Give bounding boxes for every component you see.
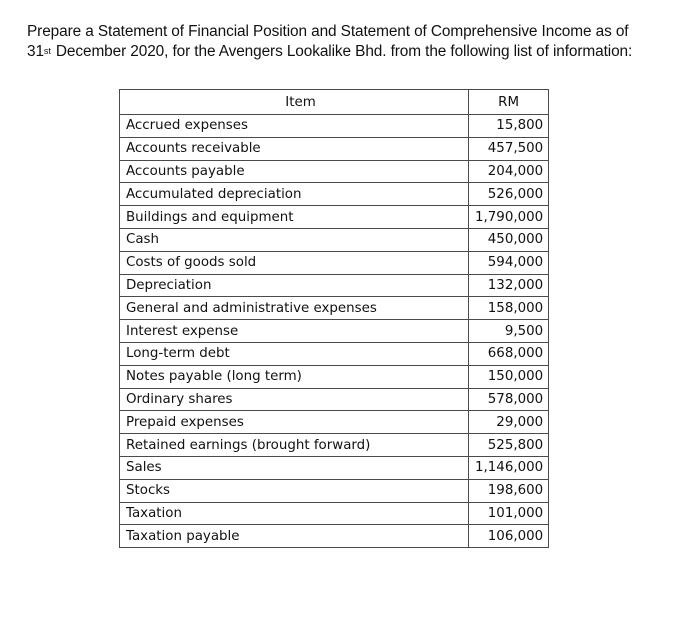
table-row — [120, 274, 549, 297]
table-row — [120, 456, 549, 479]
item-cell: Accounts receivable — [120, 137, 469, 160]
item-cell: Buildings and equipment — [120, 206, 469, 229]
table-row — [120, 297, 549, 320]
amount-cell: 578,000 — [469, 388, 549, 411]
table-row — [120, 160, 549, 183]
table-row — [120, 411, 549, 434]
table-row — [120, 228, 549, 251]
item-cell: Costs of goods sold — [120, 251, 469, 274]
amount-cell: 29,000 — [469, 411, 549, 434]
item-cell: Ordinary shares — [120, 388, 469, 411]
amount-cell: 9,500 — [469, 320, 549, 343]
item-cell: General and administrative expenses — [120, 297, 469, 320]
table-row — [120, 434, 549, 457]
date-ordinal-suffix: st — [43, 46, 51, 56]
table-row — [120, 137, 549, 160]
amount-column-header: RM — [469, 90, 549, 115]
question-line-2: December 2020, for the Avengers Lookalike Bhd. from the following list of information: — [51, 43, 633, 60]
amount-cell: 457,500 — [469, 137, 549, 160]
account-balances-table — [119, 89, 549, 548]
item-cell: Interest expense — [120, 320, 469, 343]
question-line-1: Prepare a Statement of Financial Position and Statement of Comprehensive Income as of — [27, 23, 629, 40]
table-row — [120, 342, 549, 365]
item-cell: Retained earnings (brought forward) — [120, 434, 469, 457]
item-cell: Accumulated depreciation — [120, 183, 469, 206]
table-row — [120, 251, 549, 274]
item-cell: Long-term debt — [120, 342, 469, 365]
table-row — [120, 365, 549, 388]
item-cell: Taxation payable — [120, 525, 469, 548]
item-cell: Cash — [120, 228, 469, 251]
amount-cell: 132,000 — [469, 274, 549, 297]
table-row — [120, 502, 549, 525]
table-row — [120, 388, 549, 411]
amount-cell: 150,000 — [469, 365, 549, 388]
table-row — [120, 183, 549, 206]
table-row — [120, 320, 549, 343]
table-row — [120, 479, 549, 502]
date-day: 31 — [27, 43, 44, 60]
amount-cell: 101,000 — [469, 502, 549, 525]
amount-cell: 1,146,000 — [469, 456, 549, 479]
item-cell: Sales — [120, 456, 469, 479]
question-text — [27, 22, 687, 62]
table-row — [120, 206, 549, 229]
item-cell: Prepaid expenses — [120, 411, 469, 434]
item-column-header: Item — [120, 90, 469, 115]
amount-cell: 106,000 — [469, 525, 549, 548]
amount-cell: 526,000 — [469, 183, 549, 206]
item-cell: Notes payable (long term) — [120, 365, 469, 388]
table-row — [120, 525, 549, 548]
item-cell: Stocks — [120, 479, 469, 502]
amount-cell: 668,000 — [469, 342, 549, 365]
amount-cell: 15,800 — [469, 115, 549, 138]
amount-cell: 198,600 — [469, 479, 549, 502]
amount-cell: 204,000 — [469, 160, 549, 183]
table-header-row — [120, 90, 549, 115]
item-cell: Accounts payable — [120, 160, 469, 183]
amount-cell: 158,000 — [469, 297, 549, 320]
amount-cell: 594,000 — [469, 251, 549, 274]
table-row — [120, 115, 549, 138]
amount-cell: 450,000 — [469, 228, 549, 251]
amount-cell: 1,790,000 — [469, 206, 549, 229]
table-body — [120, 115, 549, 548]
amount-cell: 525,800 — [469, 434, 549, 457]
item-cell: Accrued expenses — [120, 115, 469, 138]
item-cell: Depreciation — [120, 274, 469, 297]
item-cell: Taxation — [120, 502, 469, 525]
